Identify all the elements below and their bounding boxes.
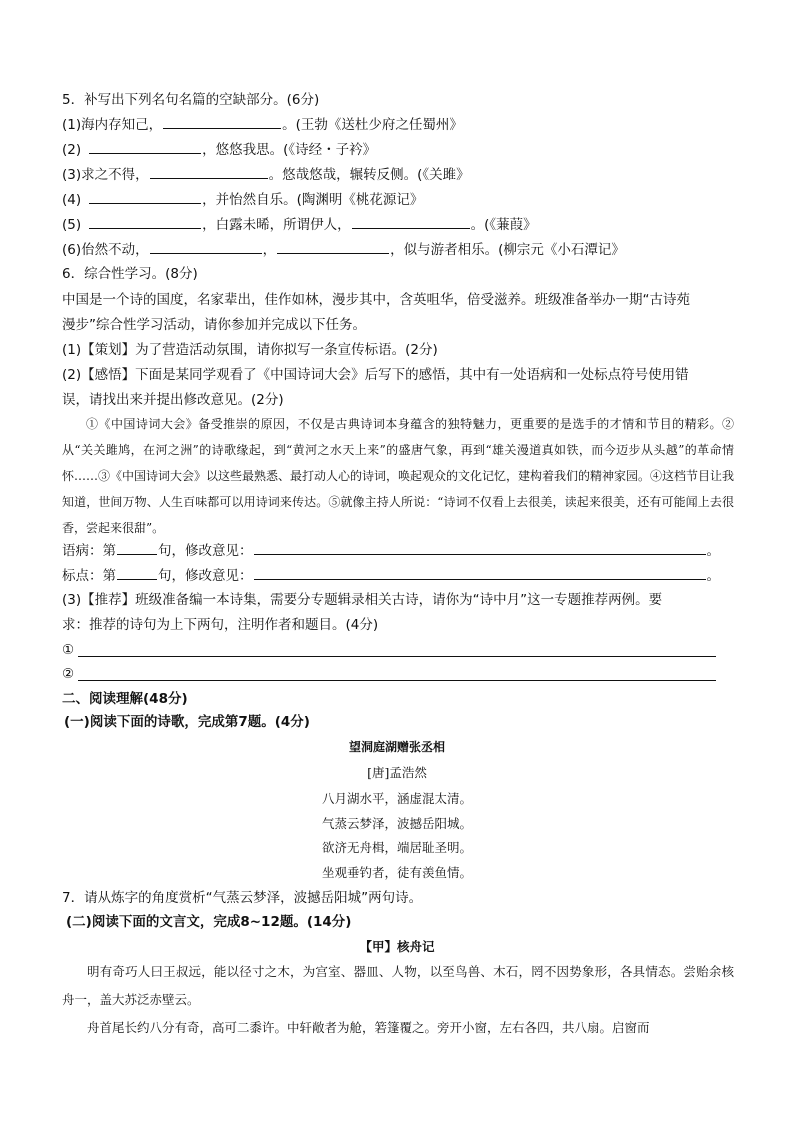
answer-blank[interactable] [163, 114, 281, 129]
answer-blank[interactable] [352, 214, 470, 229]
answer-blank[interactable] [89, 189, 201, 204]
q6-intro-line-2: 漫步”综合性学习活动，请你参加并完成以下任务。 [62, 317, 366, 333]
item-text: ，似与游者相乐。(柳宗元《小石潭记》 [390, 242, 625, 258]
item-number: (3) [62, 167, 82, 183]
item-text: ，并怡然自乐。(陶渊明《桃花源记》 [202, 192, 424, 208]
q5-item-2 [62, 139, 376, 160]
q6-part-2-line-1: (2)【感悟】下面是某同学观看了《中国诗词大会》后写下的感悟，其中有一处语病和一处标点符号使用错 [62, 367, 689, 383]
recommend-marker-2: ② [62, 666, 75, 682]
answer-blank[interactable] [89, 214, 201, 229]
q6-part-2-line-2: 误，请找出来并提出修改意见。(2分) [62, 392, 284, 408]
row-end: 。 [706, 568, 720, 584]
sentence-number-blank[interactable] [117, 540, 157, 555]
sentence-number-blank[interactable] [117, 565, 157, 580]
q5-item-6 [62, 239, 625, 260]
q6-part-3-line-2: 求：推荐的诗句为上下两句，注明作者和题目。(4分) [62, 617, 379, 633]
q5-item-1 [62, 114, 463, 135]
answer-blank[interactable] [150, 239, 262, 254]
text-jia-paragraph-1: 明有奇巧人曰王叔远，能以径寸之木，为宫室、器皿、人物，以至鸟兽、木石，罔不因势象形，各具情态。尝贻余核舟一，盖大苏泛赤壁云。 [62, 964, 734, 1007]
section-2-title: 二、阅读理解(48分) [62, 691, 188, 707]
reading-part-2-heading: (二)阅读下面的文言文，完成8~12题。(14分) [66, 914, 352, 930]
q5-item-5 [62, 214, 537, 235]
revision-blank[interactable] [254, 565, 706, 580]
item-number: (5) [62, 217, 82, 233]
item-text: 。(王勃《送杜少府之任蜀州》 [282, 117, 463, 133]
row-label: 句，修改意见： [158, 543, 253, 559]
text-jia-title: 【甲】核舟记 [359, 939, 435, 954]
row-end: 。 [706, 543, 720, 559]
text-jia-paragraph-2: 舟首尾长约八分有奇，高可二黍许。中轩敞者为舱，箬篷覆之。旁开小窗，左右各四，共八扇。启窗而 [87, 1020, 650, 1035]
poem-line: 气蒸云梦泽，波撼岳阳城。 [321, 816, 472, 831]
grammar-error-row [62, 540, 720, 561]
q5-title: 5．补写出下列名句名篇的空缺部分。(6分) [62, 92, 320, 108]
item-text: ， [262, 242, 277, 258]
q6-part-1: (1)【策划】为了营造活动氛围，请你拟写一条宣传标语。(2分) [62, 342, 438, 358]
q5-item-4 [62, 189, 423, 210]
revision-blank[interactable] [254, 540, 706, 555]
item-number: (4) [62, 192, 82, 208]
item-text: 佁然不动， [81, 242, 149, 258]
item-number: (6) [62, 242, 82, 258]
punctuation-error-row [62, 565, 720, 586]
item-text: ，悠悠我思。(《诗经・子衿》 [202, 142, 377, 158]
row-label: 语病：第 [62, 543, 116, 559]
poem-line: 八月湖水平，涵虚混太清。 [321, 791, 472, 806]
item-number: (1) [62, 117, 82, 133]
answer-blank[interactable] [277, 239, 389, 254]
recommend-blank-1[interactable] [78, 656, 716, 657]
row-label: 句，修改意见： [158, 568, 253, 584]
item-text: 海内存知己， [81, 117, 163, 133]
q5-item-3 [62, 164, 470, 185]
item-text: 求之不得， [81, 167, 149, 183]
q6-title: 6．综合性学习。(8分) [62, 266, 198, 282]
item-text: ，白露未晞，所谓伊人， [202, 217, 351, 233]
item-text: 。(《蒹葭》 [470, 217, 537, 233]
poem-author: [唐]孟浩然 [367, 765, 427, 780]
answer-blank[interactable] [150, 164, 268, 179]
poem-title: 望洞庭湖赠张丞相 [348, 740, 445, 754]
reading-part-1-heading: (一)阅读下面的诗歌，完成第7题。(4分) [64, 714, 310, 730]
reflection-passage: ①《中国诗词大会》备受推崇的原因，不仅是古典诗词本身蕴含的独特魅力，更重要的是选手的才情和节目的精彩。②从“关关雎鸠，在河之洲”的诗歌缘起，到“黄河之水天上来”的盛唐气象，再到“雄关漫道真如铁，而今迈步从头越”的革命情怀……③《中国诗词大会》以这些最熟悉、最打动人心的诗词，唤起观众的文化记忆，建构着我们的精神家园。④这档节目让我知道，世间万物、人生百味都可以用诗词来传达。⑤就像主持人所说：“诗词不仅看上去很美，读起来很美，还有可能闻上去很香，尝起来很甜”。 [62, 417, 734, 535]
recommend-blank-2[interactable] [78, 680, 716, 681]
q7-question: 7．请从炼字的角度赏析“气蒸云梦泽，波撼岳阳城”两句诗。 [62, 890, 423, 906]
answer-blank[interactable] [89, 139, 201, 154]
item-number: (2) [62, 142, 82, 158]
item-text: 。悠哉悠哉，辗转反侧。(《关雎》 [268, 167, 470, 183]
q6-intro-line-1: 中国是一个诗的国度，名家辈出，佳作如林，漫步其中，含英咀华，倍受滋养。班级准备举办一期“古诗苑 [62, 292, 690, 308]
q6-part-3-line-1: (3)【推荐】班级准备编一本诗集，需要分专题辑录相关古诗，请你为“诗中月”这一专题推荐两例。要 [62, 592, 663, 608]
poem-line: 坐观垂钓者，徒有羡鱼情。 [321, 865, 472, 880]
recommend-marker-1: ① [62, 642, 75, 658]
poem-line: 欲济无舟楫，端居耻圣明。 [321, 840, 472, 855]
row-label: 标点：第 [62, 568, 116, 584]
